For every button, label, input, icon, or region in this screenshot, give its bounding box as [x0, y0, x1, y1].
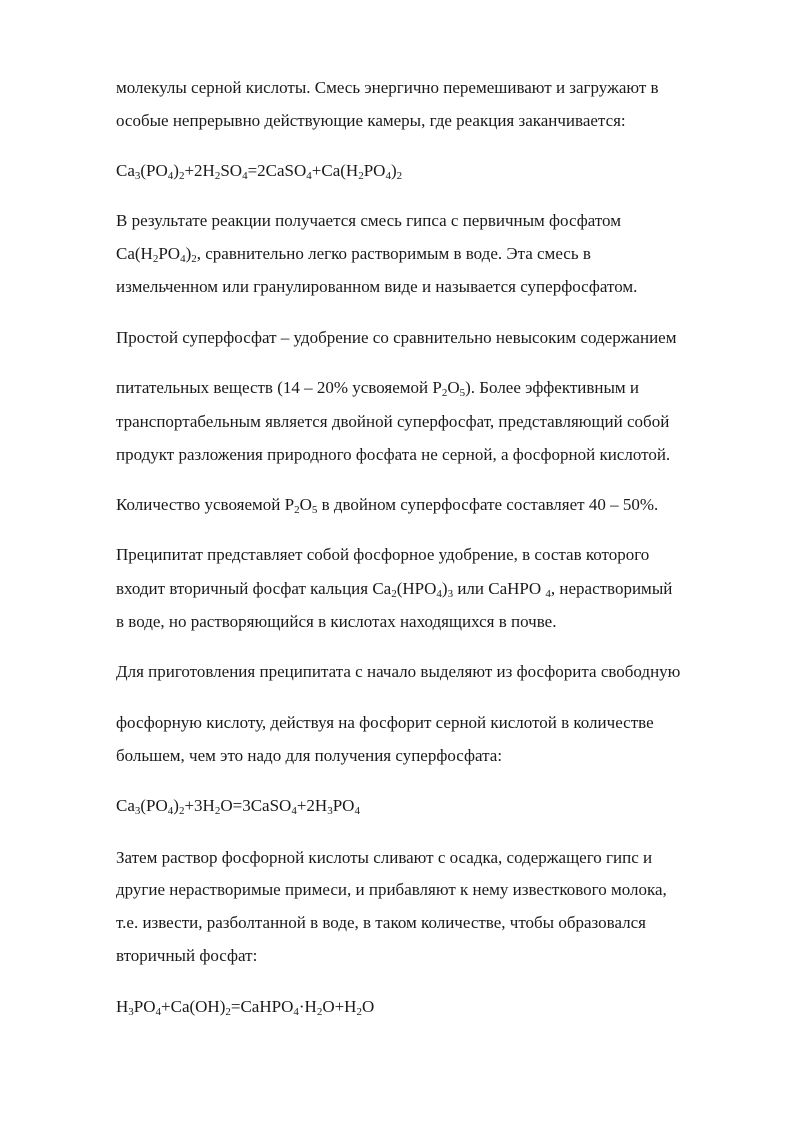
text-run: Ca — [116, 796, 135, 815]
subscript: 4 — [436, 588, 442, 600]
subscript: 4 — [291, 805, 297, 817]
text-run: +3H — [184, 796, 215, 815]
subscript: 2 — [441, 387, 448, 399]
text-run: транспортабельным является двойной суперфосфат, представляющий собой — [116, 412, 670, 431]
text-run: O — [447, 378, 460, 397]
subscript: 3 — [447, 588, 454, 600]
subscript: 2 — [214, 170, 221, 182]
text-run: O — [299, 495, 312, 514]
subscript: 2 — [391, 588, 397, 600]
text-run: Затем раствор фосфорной кислоты сливают с осадка, содержащего гипс и — [116, 848, 653, 867]
subscript: 4 — [155, 1006, 162, 1018]
text-run: +Ca(H — [311, 161, 359, 180]
text-run: ) — [185, 244, 192, 263]
text-run: O+H — [322, 997, 357, 1016]
subscript: 2 — [294, 504, 300, 516]
subscript: 2 — [178, 805, 185, 817]
text-line — [116, 78, 659, 98]
text-line — [116, 277, 637, 297]
subscript: 4 — [354, 805, 360, 817]
text-run: O — [361, 997, 375, 1016]
text-run: +Ca(OH) — [161, 997, 226, 1016]
subscript: 3 — [134, 805, 141, 817]
subscript: 4 — [306, 170, 312, 182]
subscript: 4 — [180, 253, 186, 265]
text-run: (PO — [140, 796, 168, 815]
formula-line — [116, 997, 374, 1017]
text-run: В результате реакции получается смесь гипса с первичным фосфатом — [116, 211, 621, 230]
subscript: 3 — [128, 1006, 134, 1018]
subscript: 4 — [545, 588, 551, 600]
text-line — [116, 545, 649, 565]
text-line — [116, 328, 676, 348]
text-run: вторичный фосфат: — [116, 946, 258, 965]
subscript: 2 — [356, 1006, 362, 1018]
text-run: +2H — [296, 796, 328, 815]
text-line — [116, 946, 257, 966]
text-line — [116, 746, 502, 766]
subscript: 2 — [152, 253, 159, 265]
text-run: Для приготовления преципитата с начало выделяют из фосфорита свободную — [116, 662, 681, 681]
text-run: ) — [441, 579, 448, 598]
text-line — [116, 579, 672, 599]
text-run: ) — [173, 796, 179, 815]
text-line — [116, 662, 680, 682]
subscript: 4 — [167, 170, 174, 182]
subscript: 2 — [358, 170, 364, 182]
text-line — [116, 412, 669, 432]
formula-line — [116, 161, 402, 181]
text-run: SO — [220, 161, 243, 180]
subscript: 2 — [316, 1006, 323, 1018]
text-run: в двойном суперфосфате составляет 40 – 50%. — [317, 495, 659, 514]
subscript: 5 — [459, 387, 466, 399]
text-line — [116, 848, 652, 868]
text-line — [116, 612, 556, 632]
text-run: фосфорную кислоту, действуя на фосфорит серной кислотой в количестве — [116, 713, 654, 732]
subscript: 2 — [225, 1006, 231, 1018]
text-run: PO — [363, 161, 386, 180]
text-run: Преципитат представляет собой фосфорное удобрение, в состав которого — [116, 545, 650, 564]
text-run: PO — [158, 244, 181, 263]
subscript: 2 — [396, 170, 403, 182]
text-line — [116, 880, 667, 900]
subscript: 2 — [214, 805, 221, 817]
text-line — [116, 211, 621, 231]
subscript: 2 — [178, 170, 185, 182]
text-run: питательных веществ (14 – 20% усвояемой P — [116, 378, 442, 397]
formula-line — [116, 796, 360, 816]
text-run: (PO — [140, 161, 168, 180]
text-run: продукт разложения природного фосфата не серной, а фосфорной кислотой. — [116, 445, 671, 464]
text-run: O=3CaSO — [220, 796, 292, 815]
text-run: =CaHPO — [230, 997, 294, 1016]
text-line — [116, 445, 670, 465]
text-run: , сравнительно легко растворимым в воде. Эта смесь в — [196, 244, 591, 263]
text-line — [116, 378, 639, 398]
text-run: Количество усвояемой P — [116, 495, 295, 514]
text-run: , нерастворимый — [550, 579, 673, 598]
text-run: ·H — [298, 997, 317, 1016]
subscript: 4 — [293, 1006, 299, 1018]
text-run: другие нерастворимые примеси, и прибавляют к нему известкового молока, — [116, 880, 667, 899]
text-run: молекулы серной кислоты. Смесь энергично перемешивают и загружают в — [116, 78, 659, 97]
text-run: +2H — [184, 161, 215, 180]
subscript: 4 — [385, 170, 391, 182]
subscript: 5 — [311, 504, 318, 516]
subscript: 4 — [167, 805, 174, 817]
text-run: PO — [133, 997, 156, 1016]
text-run: измельченном или гранулированном виде и называется суперфосфатом. — [116, 277, 638, 296]
subscript: 3 — [327, 805, 333, 817]
text-run: Простой суперфосфат – удобрение со сравнительно невысоким содержанием — [116, 328, 677, 347]
text-run: большем, чем это надо для получения суперфосфата: — [116, 746, 503, 765]
text-line — [116, 244, 591, 264]
text-run: Ca(H — [116, 244, 153, 263]
text-run: ) — [390, 161, 397, 180]
text-run: Ca — [116, 161, 135, 180]
text-run: PO — [332, 796, 355, 815]
text-run: или CaHPO — [453, 579, 546, 598]
text-line — [116, 111, 626, 131]
subscript: 2 — [191, 253, 197, 265]
text-line — [116, 713, 654, 733]
text-run: ) — [173, 161, 179, 180]
subscript: 3 — [134, 170, 141, 182]
text-run: H — [116, 997, 129, 1016]
text-run: особые непрерывно действующие камеры, где реакция заканчивается: — [116, 111, 626, 130]
text-run: =2CaSO — [247, 161, 307, 180]
text-line — [116, 913, 646, 933]
text-run: т.е. извести, разболтанной в воде, в таком количестве, чтобы образовался — [116, 913, 647, 932]
text-run: (HPO — [396, 579, 437, 598]
text-line — [116, 495, 658, 515]
text-run: в воде, но растворяющийся в кислотах находящихся в почве. — [116, 612, 557, 631]
subscript: 4 — [242, 170, 248, 182]
text-run: входит вторичный фосфат кальция Ca — [116, 579, 392, 598]
text-run: ). Более эффективным и — [465, 378, 640, 397]
